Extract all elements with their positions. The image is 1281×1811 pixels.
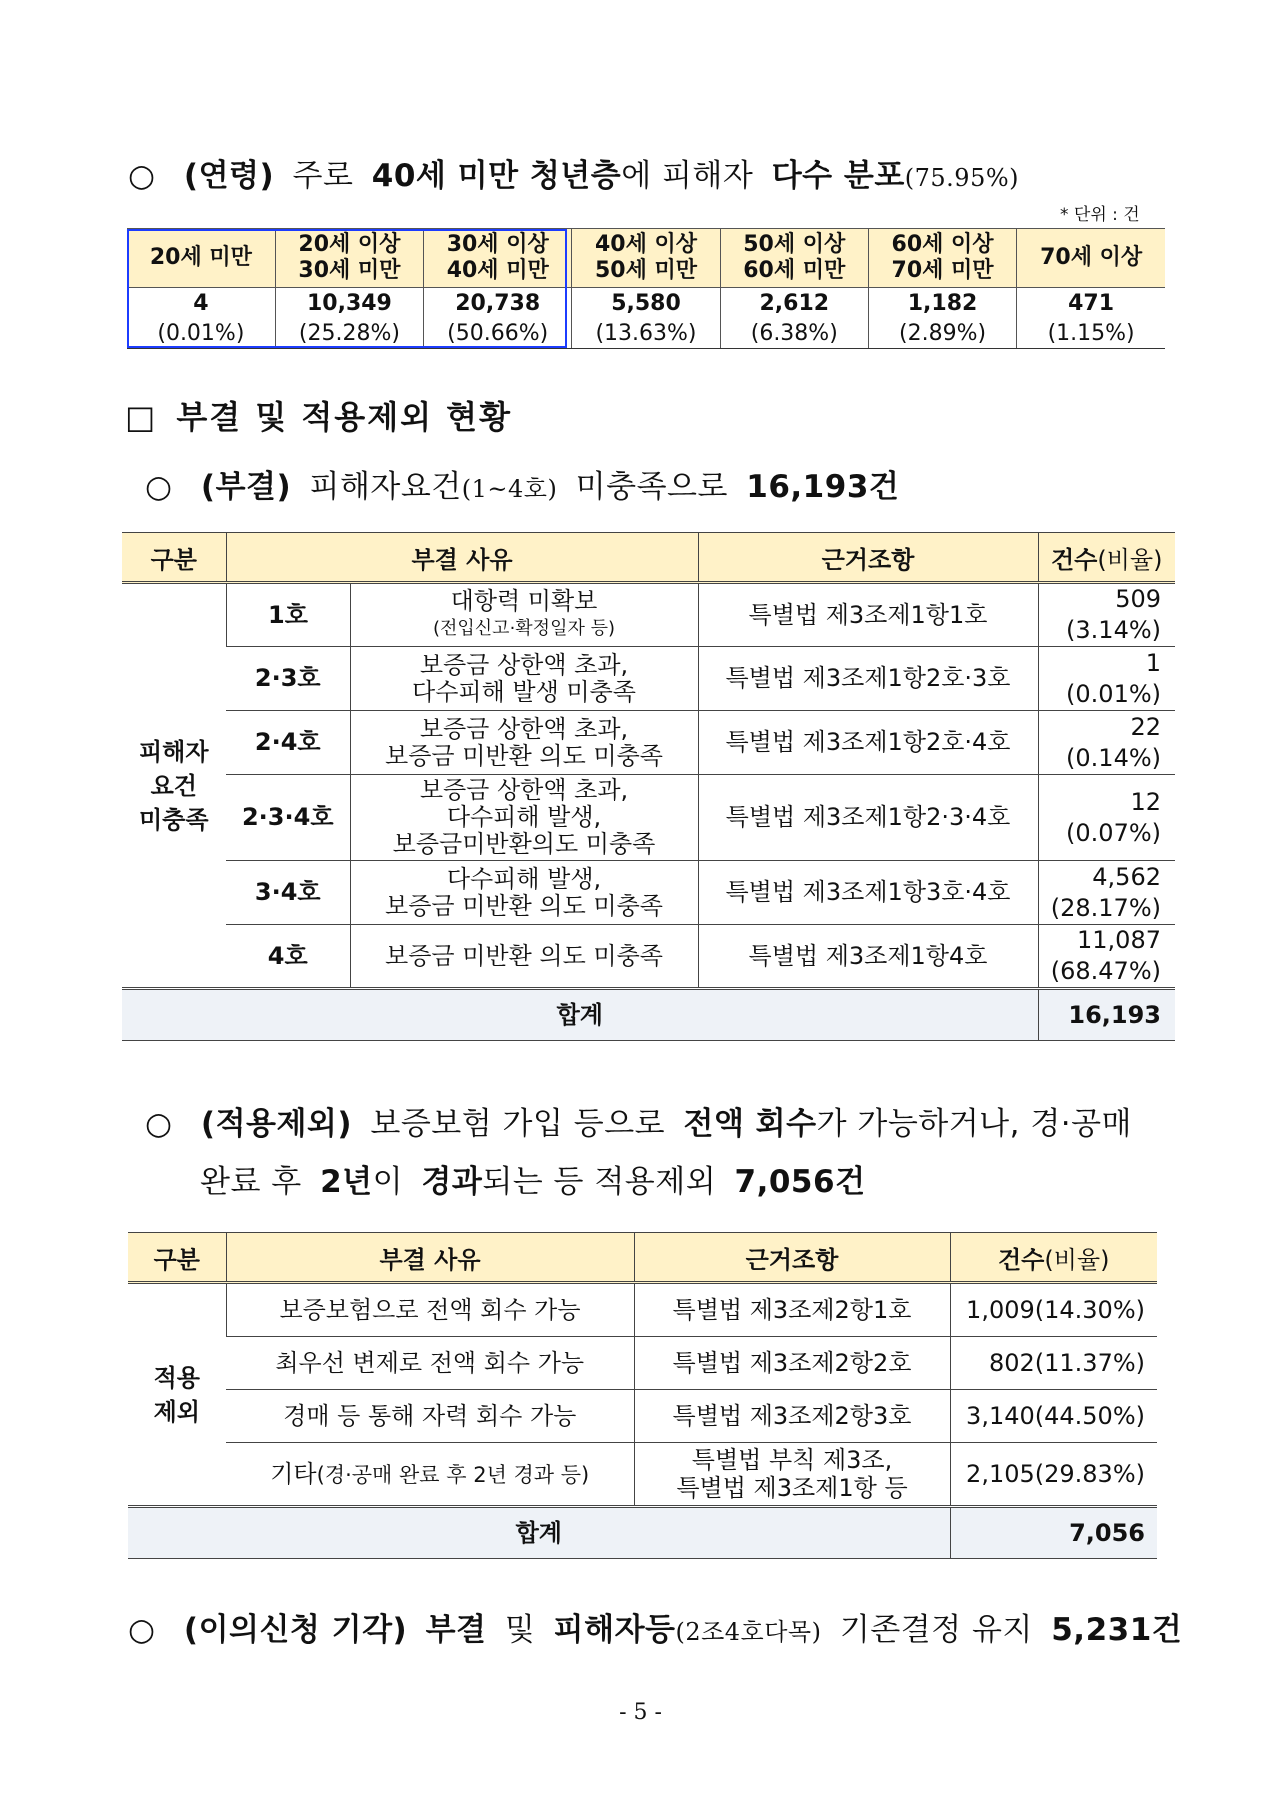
age-percent-cell: (13.63%) xyxy=(572,318,720,349)
unit-note: * 단위 : 건 xyxy=(1060,205,1140,225)
reason-cell: 보증금 상한액 초과, 다수피해 발생 미충족 xyxy=(350,647,698,711)
reason-cell: 최우선 변제로 전액 회수 가능 xyxy=(226,1337,634,1390)
value-cell: 3,140(44.50%) xyxy=(950,1390,1157,1443)
age-text1: 주로 xyxy=(292,158,354,194)
age-highlight2: 다수 분포 xyxy=(771,158,905,194)
exclusion-line2-highlight: 2년 xyxy=(320,1164,373,1200)
exclusion-highlight: 전액 회수 xyxy=(683,1106,817,1142)
law-cell: 특별법 제3조제1항4호 xyxy=(698,925,1038,989)
total-value: 7,056 xyxy=(950,1507,1157,1559)
appeal-label: (이의신청 기각) xyxy=(183,1612,408,1648)
reason-cell xyxy=(350,583,698,647)
reason-cell: 기타(경·공매 완료 후 2년 경과 등) xyxy=(226,1443,634,1507)
age-count: 1,182 xyxy=(868,288,1016,319)
reason-cell: 보증보험으로 전액 회수 가능 xyxy=(226,1283,634,1337)
exclusion-summary-line1 xyxy=(145,1098,1132,1143)
page-number: - 5 - xyxy=(619,1700,662,1725)
rejection-table xyxy=(122,532,1175,1041)
reason-sub-text: (전입신고·확정일자 등) xyxy=(433,618,615,639)
age-header: 60세 이상 70세 미만 xyxy=(868,229,1016,288)
clause-no: 2·3·4호 xyxy=(226,775,350,861)
count-cell: 22 (0.14%) xyxy=(1038,711,1175,775)
table-header: 건수(비율) xyxy=(950,1233,1157,1283)
bullet-icon: ○ xyxy=(128,158,156,194)
total-label: 합계 xyxy=(128,1507,950,1559)
bullet-icon: ○ xyxy=(128,1612,156,1648)
age-summary-line xyxy=(128,150,1019,195)
age-highlight-box xyxy=(127,229,567,348)
rejection-text1: 피해자요건 xyxy=(309,469,462,505)
exclusion-line2-text1: 완료 후 xyxy=(200,1164,302,1200)
total-value: 16,193 xyxy=(1038,989,1175,1041)
count-cell: 1 (0.01%) xyxy=(1038,647,1175,711)
age-percent-cell: (1.15%) xyxy=(1017,318,1165,349)
age-percent-cell: (2.89%) xyxy=(868,318,1016,349)
exclusion-line2-highlight2: 경과 xyxy=(421,1164,483,1200)
law-cell: 특별법 부칙 제3조, 특별법 제3조제1항 등 xyxy=(634,1443,950,1507)
law-cell: 특별법 제3조제2항3호 xyxy=(634,1390,950,1443)
age-count: 5,580 xyxy=(572,288,720,319)
age-header: 50세 이상 60세 미만 xyxy=(720,229,868,288)
exclusion-label: (적용제외) xyxy=(200,1106,353,1142)
count-cell: 509 (3.14%) xyxy=(1038,583,1175,647)
rejection-summary-line xyxy=(145,461,899,506)
law-cell: 특별법 제3조제1항2호·3호 xyxy=(698,647,1038,711)
count-cell: 12 (0.07%) xyxy=(1038,775,1175,861)
section-heading xyxy=(125,392,512,438)
exclusion-summary-line2 xyxy=(200,1156,866,1201)
age-percent-cell: (0.01%) xyxy=(127,318,275,349)
age-count: 2,612 xyxy=(720,288,868,319)
exclusion-text2: 가 가능하거나, 경·공매 xyxy=(816,1106,1133,1142)
table-header: 건수(비율) xyxy=(1038,533,1175,583)
bullet-icon: ○ xyxy=(145,469,173,505)
age-count: 10,349 xyxy=(275,288,423,319)
appeal-text4: 기존결정 유지 xyxy=(839,1612,1033,1648)
clause-no: 4호 xyxy=(226,925,350,989)
age-highlight: 40세 미만 청년층 xyxy=(371,158,622,194)
section-heading-text: 부결 및 적용제외 현황 xyxy=(176,398,513,436)
age-percent-cell: (50.66%) xyxy=(424,318,572,349)
table-header: 부결 사유 xyxy=(226,1233,634,1283)
law-cell: 특별법 제3조제1항2호·4호 xyxy=(698,711,1038,775)
appeal-total: 5,231건 xyxy=(1051,1612,1183,1648)
law-cell: 특별법 제3조제2항2호 xyxy=(634,1337,950,1390)
clause-no: 2·3호 xyxy=(226,647,350,711)
exclusion-table xyxy=(128,1232,1157,1559)
square-icon: □ xyxy=(125,398,156,436)
age-text2: 에 피해자 xyxy=(621,158,754,194)
exclusion-total: 7,056건 xyxy=(734,1164,866,1200)
age-header: 20세 미만 xyxy=(127,229,275,288)
age-header: 70세 이상 xyxy=(1017,229,1165,288)
reason-cell: 경매 등 통해 자력 회수 가능 xyxy=(226,1390,634,1443)
appeal-paren: (2조4호다목) xyxy=(675,1618,822,1646)
group-label: 피해자 요건 미충족 xyxy=(122,583,226,989)
age-percent-cell: (25.28%) xyxy=(275,318,423,349)
appeal-text2: 및 xyxy=(504,1612,536,1648)
law-cell: 특별법 제3조제2항1호 xyxy=(634,1283,950,1337)
reason-cell: 보증금 미반환 의도 미충족 xyxy=(350,925,698,989)
law-cell: 특별법 제3조제1항1호 xyxy=(698,583,1038,647)
clause-no: 2·4호 xyxy=(226,711,350,775)
appeal-text1: 부결 xyxy=(425,1612,487,1648)
age-count: 4 xyxy=(193,290,209,316)
age-percent-cell: (6.38%) xyxy=(720,318,868,349)
table-header: 구분 xyxy=(122,533,226,583)
clause-no: 3·4호 xyxy=(226,861,350,925)
bullet-icon: ○ xyxy=(145,1106,173,1142)
total-label: 합계 xyxy=(122,989,1038,1041)
age-header: 20세 이상 30세 미만 xyxy=(275,229,423,288)
count-cell: 11,087 (68.47%) xyxy=(1038,925,1175,989)
table-header: 부결 사유 xyxy=(226,533,698,583)
age-header: 30세 이상 40세 미만 xyxy=(424,229,572,288)
exclusion-text1: 보증보험 가입 등으로 xyxy=(370,1106,666,1142)
rejection-label: (부결) xyxy=(200,469,292,505)
table-header: 근거조항 xyxy=(634,1233,950,1283)
exclusion-line2-text2: 이 xyxy=(372,1164,404,1200)
age-percent: (75.95%) xyxy=(904,164,1020,192)
rejection-total: 16,193건 xyxy=(746,469,900,505)
age-label: (연령) xyxy=(183,158,275,194)
age-count: 20,738 xyxy=(424,288,572,319)
reason-text: 대항력 미확보 xyxy=(450,587,598,615)
clause-no: 1호 xyxy=(226,583,350,647)
value-cell: 1,009(14.30%) xyxy=(950,1283,1157,1337)
exclusion-line2-text3: 되는 등 적용제외 xyxy=(482,1164,717,1200)
law-cell: 특별법 제3조제1항2·3·4호 xyxy=(698,775,1038,861)
reason-cell: 다수피해 발생, 보증금 미반환 의도 미충족 xyxy=(350,861,698,925)
count-cell: 4,562 (28.17%) xyxy=(1038,861,1175,925)
appeal-text3: 피해자등 xyxy=(553,1612,676,1648)
reason-cell: 보증금 상한액 초과, 다수피해 발생, 보증금미반환의도 미충족 xyxy=(350,775,698,861)
reason-cell: 보증금 상한액 초과, 보증금 미반환 의도 미충족 xyxy=(350,711,698,775)
value-cell: 2,105(29.83%) xyxy=(950,1443,1157,1507)
law-cell: 특별법 제3조제1항3호·4호 xyxy=(698,861,1038,925)
table-header: 근거조항 xyxy=(698,533,1038,583)
rejection-text2: 미충족으로 xyxy=(575,469,728,505)
age-count: 471 xyxy=(1017,288,1165,319)
value-cell: 802(11.37%) xyxy=(950,1337,1157,1390)
appeal-summary-line xyxy=(128,1604,1182,1649)
group-label: 적용 제외 xyxy=(128,1283,226,1507)
age-header: 40세 이상 50세 미만 xyxy=(572,229,720,288)
rejection-paren: (1~4호) xyxy=(461,475,558,503)
table-header: 구분 xyxy=(128,1233,226,1283)
